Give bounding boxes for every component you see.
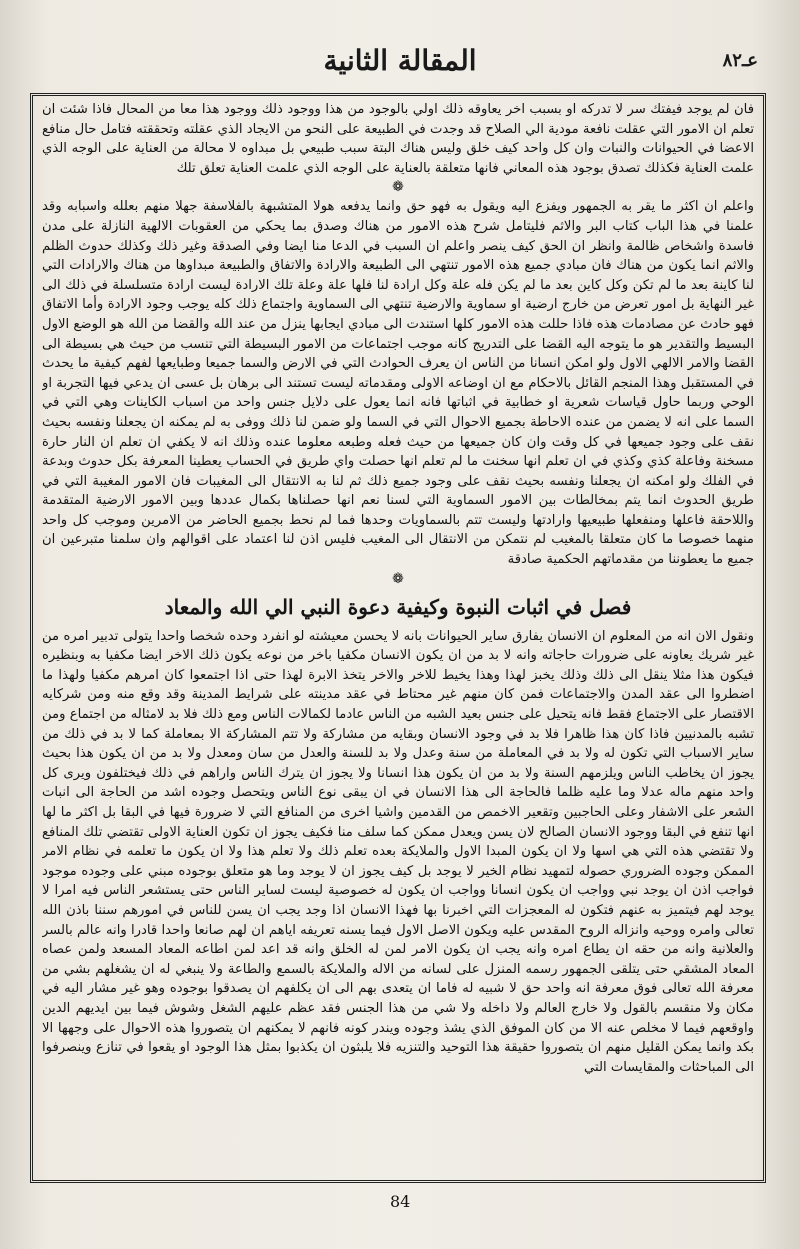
main-text-block <box>42 100 754 1176</box>
folio-number: عـ٨٢ <box>722 50 758 71</box>
page-number: 84 <box>390 1192 411 1211</box>
section-heading: فصل في اثبات النبوة وكيفية دعوة النبي الي الله والمعاد <box>164 594 632 619</box>
paragraph: واعلم ان اكثر ما يقر به الجمهور ويفزع اليه ويقول به فهو حق وانما يدفعه هولا المتشبهة بالفلاسفة جهلا منهم بعلله واسبابه وقد علمنا في هذا الباب كتاب البر والاثم فليتامل شرح هذه الامور من هناك وصدق بما يحكي من العقوبات الالهية النازلة على مدن فاسدة واشخاص ظالمة وانظر ان الحق كيف ينصر واعلم ان السبب في الدعا منا ايضا وفي الصدقة وغير ذلك وكذلك حدوث الظلم والاثم انما يكون من هناك فان مبادي جميع هذه الامور تنتهي الى الطبيعة والارادة والاتفاق والطبيعة مبداوها من هناك والارادات التي لنا كاينة بعد ما لم تكن وكل كاين بعد ما لم يكن فله علة وكل ارادة لنا فلها علة وعلة تلك الارادة ليست ارادة متسلسلة في ذلك الى غير النهاية بل امور تعرض من خارج ارضية او سماوية والارضية تنتهي الى السماوية واجتماع ذلك كله يوجب وجود الارادة وأما الاتفاق فهو حادث عن مصادمات هذه فاذا حللت هذه الامور كلها استندت الى مبادي ايجابها ينزل من عند الله والقضا من الله هو الوضع الاول البسيط والتقدير هو ما يتوجه اليه القضا على التدريج كانه موجب اجتماعات من الامور البسيطة التي تنسب من حيث هي بسيطة الى القضا والامر الالهي الاول ولو امكن انسانا من الناس ان يعرف الحوادث التي في الارض والسما جميعا وطبايعها لفهم كيفية ما يحدث في المستقبل وهذا المنجم القائل بالاحكام مع ان اوضاعه الاولى ومقدماته ليست تستند الى برهان بل عسى ان يدعي فيها التجربة او الوحي وربما حاول قياسات شعرية او خطابية في اثباتها فانه انما يعول على دلايل جنس واحد من اسباب الكاينات وهي التي في السما على انه لا يضمن من عنده الاحاطة بجميع الاحوال التي في السما ولو ضمن لنا ذلك ووفى به لم يمكنه ان يجعلنا ونفسه بحيث نقف على وجود جميعها في كل وقت وان كان جميعها من حيث فعله وطبعه معلوما عنده وذلك انه لا يكفي ان تعلم ان النار حارة مسخنة وفاعلة كذي وكذي في ان تعلم انها سخنت ما لم تعلم انها حصلت واي طريق في الحساب يعطينا المعرفة بكل حدوث وبدعة في الفلك ولو امكنه ان يجعلنا ونفسه بحيث نقف على وجود جميع ذلك ثم لنا به الانتقال الى المغيبات فان الامور المغيبة التي في طريق الحدوث انما يتم بمخالطات بين الامور السماوية التي لسنا نعم انها حصلناها بكمال عددها وبين الامور الارضية المتقدمة واللاحقة فاعلها ومنفعلها طبيعيها وارادتها وليست تتم بالسماويات وحدها فما لم نحط بجميع الحاضر من الامرين وموجب كل واحد منهما خصوصا ما كان متعلقا بالمغيب لم نتمكن من الانتقال الى المغيب فليس اذن لنا اعتماد على اقوالهم وان سلمنا متبرعين ان جميع ما يعطوننا من مقدماتهم الحكمية صادقة <box>42 199 754 568</box>
running-title: المقالة الثانية <box>323 44 477 77</box>
paragraph: ونقول الان انه من المعلوم ان الانسان يفارق ساير الحيوانات بانه لا يحسن معيشته لو انفرد وحده شخصا واحدا يتولى تدبير امره من غير شريك يعاونه على ضرورات حاجاته وانه لا بد من ان يكون الانسان مكفيا باخر من نوعه يكون ذلك الاخر ايضا مكفيا به وبنظيره فيكون هذا مثلا ينقل الى ذلك وذلك يخبز لهذا وهذا يخيط للاخر والاخر يتخذ الابرة لهذا حتى اذا اجتمعوا كان امرهم مكفيا ولهذا ما اضطروا الى عقد المدن والاجتماعات فمن كان منهم غير محتاط في عقد مدينته على شرايط المدينة وقد وقع منه ومن شركايه الاقتصار على الاجتماع فقط فانه يتحيل على جنس بعيد الشبه من الناس عادما لكمالات الناس ومع ذلك فلا بد لامثاله من اجتماع ومن تشبه بالمدنيين فاذا كان هذا ظاهرا فلا بد في وجود الانسان وبقايه من مشاركة ولا تتم المشاركة الا بمعاملة كما لا بد في ذلك من ساير الاسباب التي تكون له ولا بد في المعاملة من سنة وعدل ولا بد للسنة والعدل من سان ومعدل ولا بد من ان يكون هذا بحيث يجوز ان يخاطب الناس ويلزمهم السنة ولا بد من ان يكون هذا انسانا ولا يجوز ان يترك الناس واراهم في ذلك فيختلفون ويرى كل واحد منهم ماله عدلا وما عليه ظلما فالحاجة الى هذا الانسان في ان يبقى نوع الناس ويتحصل وجوده اشد من الحاجة الى انبات الشعر على الاشفار وعلى الحاجبين وتقعير الاخمص من القدمين واشيا اخرى من المنافع التي لا ضرورة فيها في البقا بل اكثر ما لها انها تنفع في البقا ووجود الانسان الصالح لان يسن ويعدل ممكن كما سلف منا فكيف يجوز ان تكون العناية الاولى تقتضي تلك المنافع ولا تقتضي هذه التي هي اسها ولا ان يكون المبدا الاول والملايكة بعده تعلم ذلك ولا تعلم هذا ولا ان يكون ما تعلمه في نظام الامر الممكن وجوده الضروري حصوله لتمهيد نظام الخير لا يوجد بل كيف يجوز ان لا يوجد وما هو متعلق بوجوده مبني على وجوده موجود فواجب اذن ان يوجد نبي وواجب ان يكون انسانا وواجب ان يكون له خصوصية ليست لساير الناس حتى يستشعر الناس فيه امرا لا يوجد لهم فيتميز به عنهم فتكون له المعجزات التي اخبرنا بها فهذا الانسان اذا وجد يجب ان يسن للناس في امورهم سننا باذن الله تعالى وامره ووحيه وانزاله الروح المقدس عليه ويكون الاصل الاول فيما يسنه تعريفه اياهم ان لهم صانعا واحدا قادرا وانه عالم بالسر والعلانية وانه من حقه ان يطاع امره وانه يجب ان يكون الامر لمن له الخلق وانه قد اعد لمن اطاعه المعاد المسعد ولمن عصاه المعاد المشقي حتى يتلقى الجمهور رسمه المنزل على لسانه من الاله والملايكة بالسمع والطاعة ولا ينبغي له ان يشغلهم بشي من معرفة الله تعالى فوق معرفة انه واحد حق لا شبيه له فاما ان يتعدى بهم الى ان يكلفهم ان يصدقوا بوجوده وهو غير مشار اليه في مكان ولا منقسم بالقول ولا خارج العالم ولا داخله ولا شي من هذا الجنس فقد عظم عليهم الشغل وشوش فيما بين ايديهم الدين واوقعهم فيما لا مخلص عنه الا من كان الموفق الذي يشذ وجوده ويندر كونه فانهم لا يمكنهم ان يتصوروا هذه الاحوال على وجهها الا بكد وانما يمكن القليل منهم ان يتصوروا حقيقة هذا التوحيد والتنزيه فلا يلبثون ان يكذبوا بمثل هذا الوجود او يقعوا في تنازع وينصرفوا الى المباحثات والمقايسات التي <box>42 628 754 1075</box>
paragraph: فان لم يوجد فيفتك سر لا تدركه او بسبب اخر يعاوقه ذلك اولي بالوجود من هذا ووجود ذلك ووجود هذا معا من المحال فاذا شئت ان تعلم ان الامور التي عقلت نافعة مودية الي الصلاح قد وجدت في الطبيعة على النحو من الايجاد الذي عقلته وتحققته فتامل حال منافع الاعضا في الحيوانات والنبات وان كل واحد كيف خلق وليس هناك البتة سبب طبيعي بل مبداوه لا محالة من العناية على الوجه الذي علمت العناية فكذلك تصدق بوجود هذه المعاني فانها متعلقة بالعناية على الوجه الذي علمت العناية تعلق تلك <box>42 102 754 176</box>
ornament-glyph: ❁ <box>392 179 404 196</box>
page-header <box>0 40 800 90</box>
ornament-glyph: ❁ <box>392 570 404 587</box>
